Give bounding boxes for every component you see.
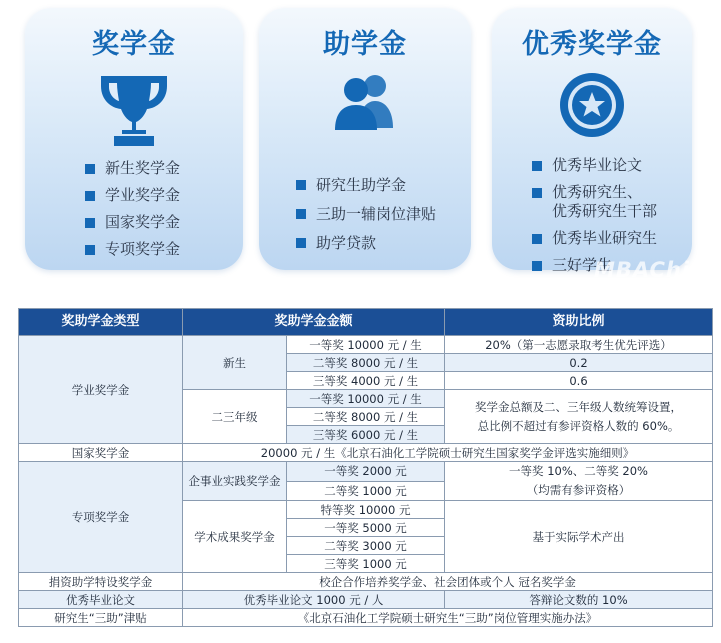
list-item: 三助一辅岗位津贴: [296, 200, 436, 229]
amount-cell: 二等奖 8000 元 / 生: [287, 354, 445, 372]
grant-list: [296, 171, 436, 258]
amount-cell: 一等奖 5000 元: [287, 519, 445, 537]
column-header-type: 奖助学金类型: [19, 309, 183, 336]
amount-cell: 特等奖 10000 元: [287, 501, 445, 519]
list-item: 专项奖学金: [85, 236, 180, 263]
amount-cell: 三等奖 6000 元 / 生: [287, 426, 445, 444]
list-item: 优秀研究生、 优秀研究生干部: [532, 183, 657, 221]
subtype-cell: 二三年级: [183, 390, 287, 444]
table-row: [19, 462, 713, 482]
bullet-icon: [296, 209, 306, 219]
type-cell: 研究生“三助”津贴: [19, 609, 183, 627]
amount-cell: 二等奖 8000 元 / 生: [287, 408, 445, 426]
ratio-cell: 一等奖 10%、二等奖 20% （均需有参评资格）: [445, 462, 713, 501]
people-icon: [333, 70, 397, 136]
card-title: 优秀奖学金: [522, 29, 662, 60]
list-item: 助学贷款: [296, 229, 436, 258]
ratio-cell: 0.6: [445, 372, 713, 390]
scholarship-card: [25, 8, 243, 270]
grant-card: [259, 8, 471, 270]
bullet-icon: [296, 238, 306, 248]
amount-cell: 一等奖 2000 元: [287, 462, 445, 482]
table-row: [19, 609, 713, 627]
column-header-amount: 奖助学金金额: [183, 309, 445, 336]
amount-cell: 一等奖 10000 元 / 生: [287, 390, 445, 408]
list-item: 新生奖学金: [85, 155, 180, 182]
watermark: MBAChi: [594, 258, 691, 282]
amount-cell: 一等奖 10000 元 / 生: [287, 336, 445, 354]
trophy-icon: [97, 70, 171, 152]
subtype-cell: 企事业实践奖学金: [183, 462, 287, 501]
scholarship-table: [18, 308, 713, 627]
table-row: [19, 444, 713, 462]
award-cards: [0, 0, 721, 290]
type-cell: 国家奖学金: [19, 444, 183, 462]
type-cell: 学业奖学金: [19, 336, 183, 444]
list-item: 国家奖学金: [85, 209, 180, 236]
star-badge-icon: [557, 70, 627, 144]
ratio-cell: 奖学金总额及二、三年级人数统筹设置， 总比例不超过有参评资格人数的 60%。: [445, 390, 713, 444]
table-row: [19, 336, 713, 354]
ratio-cell: 答辩论文数的 10%: [445, 591, 713, 609]
list-item: 学业奖学金: [85, 182, 180, 209]
bullet-icon: [296, 180, 306, 190]
list-item: 三好学生: [532, 256, 657, 275]
bullet-icon: [532, 161, 542, 171]
bullet-icon: [532, 234, 542, 244]
card-title: 助学金: [323, 29, 407, 60]
ratio-cell: 0.2: [445, 354, 713, 372]
amount-cell: 《北京石油化工学院硕士研究生“三助”岗位管理实施办法》: [183, 609, 713, 627]
scholarship-list: [85, 155, 180, 263]
table-header-row: [19, 309, 713, 336]
list-item: 研究生助学金: [296, 171, 436, 200]
column-header-ratio: 资助比例: [445, 309, 713, 336]
bullet-icon: [532, 261, 542, 271]
table-row: [19, 573, 713, 591]
amount-cell: 优秀毕业论文 1000 元 / 人: [183, 591, 445, 609]
card-title: 奖学金: [92, 29, 176, 60]
bullet-icon: [532, 188, 542, 198]
table-row: [19, 591, 713, 609]
bullet-icon: [85, 218, 95, 228]
type-cell: 专项奖学金: [19, 462, 183, 573]
type-cell: 捐资助学特设奖学金: [19, 573, 183, 591]
bullet-icon: [85, 191, 95, 201]
amount-cell: 三等奖 1000 元: [287, 555, 445, 573]
amount-cell: 校企合作培养奖学金、社会团体或个人 冠名奖学金: [183, 573, 713, 591]
bullet-icon: [85, 245, 95, 255]
list-item: 优秀毕业论文: [532, 156, 657, 175]
amount-cell: 二等奖 1000 元: [287, 481, 445, 501]
bullet-icon: [85, 164, 95, 174]
subtype-cell: 学术成果奖学金: [183, 501, 287, 573]
ratio-cell: 基于实际学术产出: [445, 501, 713, 573]
amount-cell: 20000 元 / 生《北京石油化工学院硕士研究生国家奖学金评选实施细则》: [183, 444, 713, 462]
amount-cell: 三等奖 4000 元 / 生: [287, 372, 445, 390]
type-cell: 优秀毕业论文: [19, 591, 183, 609]
list-item: 优秀毕业研究生: [532, 229, 657, 248]
ratio-cell: 20%（第一志愿录取考生优先评选）: [445, 336, 713, 354]
excellence-card: [492, 8, 692, 274]
subtype-cell: 新生: [183, 336, 287, 390]
amount-cell: 二等奖 3000 元: [287, 537, 445, 555]
